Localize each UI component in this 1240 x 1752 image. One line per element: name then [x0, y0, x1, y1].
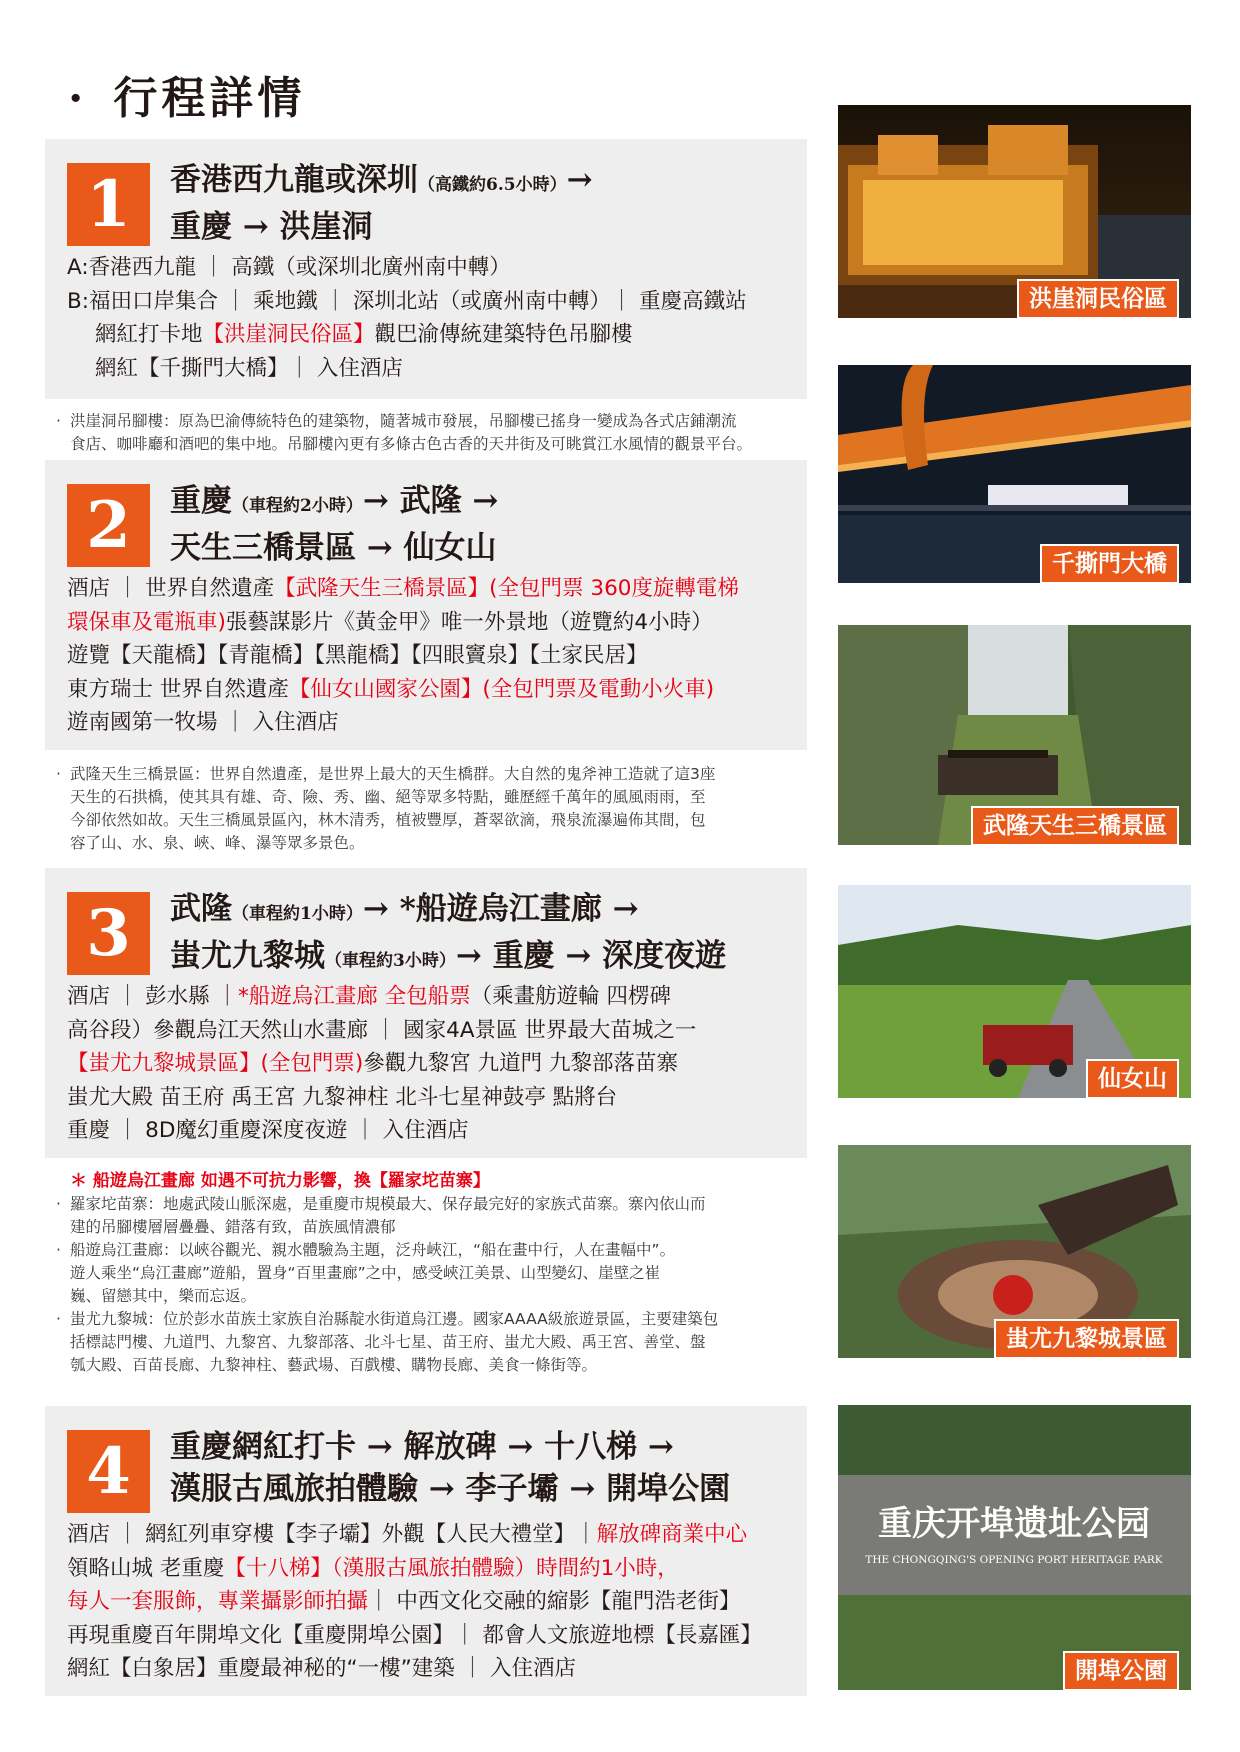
title-part: 武隆 — [170, 891, 232, 927]
highlight-text: 【仙女山國家公園】(全包門票及電動小火車) — [288, 676, 715, 702]
highlight-text: 【十八梯】（漢服古風旅拍體驗）時間約1小時， — [224, 1555, 679, 1581]
photo-hongyadong — [838, 105, 1191, 318]
note-warning: ＊ 船遊烏江畫廊 如遇不可抗力影響，換【羅家坨苗寨】 — [70, 1171, 490, 1191]
body-line: A:香港西九龍 ｜ 高鐵（或深圳北廣州南中轉） — [67, 255, 511, 280]
title-part: → *船遊烏江畫廊 → — [362, 891, 639, 927]
note-line: 巍、留戀其中，樂而忘返。 — [70, 1287, 257, 1305]
body-line: 遊南國第一牧場 ｜ 入住酒店 — [67, 710, 339, 735]
title-duration: （車程約2小時） — [232, 496, 363, 516]
day-number: 2 — [67, 484, 150, 567]
highlight-text: 每人一套服飾，專業攝影師拍攝 — [67, 1589, 369, 1614]
body-line: B:福田口岸集合 ｜ 乘地鐵 ｜ 深圳北站（或廣州南中轉）｜ 重慶高鐵站 — [67, 288, 747, 314]
note-line: 天生的石拱橋，使其具有雄、奇、險、秀、幽、絕等眾多特點，雖歷經千萬年的風風雨雨，至 — [70, 788, 706, 806]
note-line: 括標誌門樓、九道門、九黎宮、九黎部落、北斗七星、苗王府、蚩尤大殿、禹王宮、善堂、盤 — [70, 1333, 706, 1351]
title-part: 重慶 — [170, 483, 232, 519]
text: ｜ 中西文化交融的縮影【龍門浩老街】 — [368, 1589, 741, 1614]
body-line: 網紅【千撕門大橋】｜ 入住酒店 — [95, 355, 403, 381]
day-body — [67, 980, 799, 1148]
highlight-text: 解放碑商業中心 — [596, 1522, 748, 1547]
title-part: 蚩尤九黎城 — [170, 938, 325, 974]
text: 東方瑞士 世界自然遺產 — [67, 676, 289, 702]
text: 酒店 ｜ 網紅列車穿樓【李子壩】外觀【人民大禮堂】｜ — [67, 1522, 597, 1547]
title-duration: （車程約3小時） — [325, 951, 456, 971]
note-bullet: · — [56, 765, 61, 783]
note-line: 蚩尤九黎城：位於彭水苗族土家族自治縣靛水街道烏江邊。國家AAAA級旅遊景區，主要建築包 — [70, 1310, 719, 1328]
body-line: 再現重慶百年開埠文化【重慶開埠公園】｜ 都會人文旅遊地標【長嘉匯】 — [67, 1622, 762, 1648]
photo-caption: 洪崖洞民俗區 — [1017, 279, 1179, 318]
text: 觀巴渝傳統建築特色吊腳樓 — [374, 322, 633, 347]
body-line — [67, 1518, 799, 1552]
text: 酒店 ｜ 彭水縣 ｜ — [67, 984, 239, 1009]
title-part: 香港西九龍或深圳 — [170, 162, 418, 198]
note-line: 瓠大殿、百苗長廊、九黎神柱、藝武場、百戲樓、購物長廊、美食一條街等。 — [70, 1356, 598, 1374]
body-line — [67, 318, 799, 352]
day-title — [170, 480, 800, 569]
title-line-2: 漢服古風旅拍體驗 → 李子壩 → 開埠公園 — [170, 1471, 731, 1507]
day-body — [67, 1518, 799, 1686]
photo-kaibu-park — [838, 1405, 1191, 1690]
text: 參觀九黎宮 九道門 九黎部落苗寨 — [363, 1051, 678, 1076]
photo-caption: 千撕門大橋 — [1040, 544, 1179, 583]
title-duration: （高鐵約6.5小時） — [418, 175, 567, 195]
day-body — [67, 572, 799, 740]
kaibu-park-illustration — [838, 1405, 1191, 1690]
note-3 — [56, 1170, 808, 1377]
note-line: 容了山、水、泉、峽、峰、瀑等眾多景色。 — [70, 834, 365, 852]
note-line: 船遊烏江畫廊：以峽谷觀光、親水體驗為主題，泛舟峽江，“船在畫中行，人在畫幅中”。 — [70, 1241, 676, 1259]
day-number: 4 — [67, 1430, 150, 1513]
highlight-text: 【洪崖洞民俗區】 — [202, 322, 375, 347]
day-body — [67, 251, 799, 385]
note-2 — [56, 763, 808, 855]
highlight-text: 環保車及電瓶車) — [67, 609, 226, 635]
note-line: 食店、咖啡廳和酒吧的集中地。吊腳樓內更有多條古色古香的天井街及可眺賞江水風情的觀景平台。 — [70, 435, 753, 453]
text: 張藝謀影片《黃金甲》唯一外景地（遊覽約4小時） — [225, 609, 713, 635]
photo-xiannushan — [838, 885, 1191, 1098]
day-1-box — [45, 139, 807, 399]
text: 領略山城 老重慶 — [67, 1555, 225, 1581]
note-line: 今卻依然如故。天生三橋風景區內，林木清秀，植被豐厚，蒼翠欲滴，飛泉流瀑遍佈其間，包 — [70, 811, 706, 829]
body-line — [67, 1585, 799, 1619]
note-line: 武隆天生三橋景區：世界自然遺產，是世界上最大的天生橋群。大自然的鬼斧神工造就了這3座 — [70, 765, 716, 783]
heading-bullet: · — [68, 73, 88, 124]
photo-caption: 仙女山 — [1086, 1059, 1179, 1098]
photo-caption: 武隆天生三橋景區 — [971, 806, 1179, 845]
body-line: 網紅【白象居】重慶最神秘的“一樓”建築 ｜ 入住酒店 — [67, 1656, 576, 1681]
note-bullet: · — [56, 1310, 61, 1328]
text: 網紅打卡地 — [95, 322, 203, 347]
day-2-box — [45, 460, 807, 750]
body-line — [67, 606, 799, 640]
note-bullet: · — [56, 412, 61, 430]
body-line: 高谷段）參觀烏江天然山水畫廊 ｜ 國家4A景區 世界最大苗城之一 — [67, 1017, 697, 1043]
title-line-2: 重慶 → 洪崖洞 — [170, 209, 373, 245]
title-line-1: 重慶網紅打卡 → 解放碑 → 十八梯 → — [170, 1429, 674, 1465]
body-line: 遊覽【天龍橋】【青龍橋】【黑龍橋】【四眼竇泉】【土家民居】 — [67, 643, 648, 668]
highlight-text: 【武隆天生三橋景區】(全包門票 360度旋轉電梯 — [274, 576, 739, 601]
note-line: 建的吊腳樓層層疊疊、錯落有致，苗族風情濃郁 — [70, 1218, 396, 1236]
highlight-text: *船遊烏江畫廊 全包船票 — [238, 984, 471, 1009]
page-heading — [68, 62, 305, 126]
title-line-2: 天生三橋景區 → 仙女山 — [170, 530, 497, 566]
park-sign-text-en: THE CHONGQING'S OPENING PORT HERITAGE PARK — [865, 1554, 1163, 1566]
day-title — [170, 159, 800, 248]
body-line — [67, 1552, 799, 1586]
heading-text: 行程詳情 — [113, 73, 306, 124]
day-number: 1 — [67, 163, 150, 246]
text: 酒店 ｜ 世界自然遺產 — [67, 576, 275, 601]
body-line — [67, 1047, 799, 1081]
title-part: → 重慶 → 深度夜遊 — [455, 938, 727, 974]
title-part: → — [566, 162, 593, 198]
day-title — [170, 888, 800, 982]
photo-qiansimen-bridge — [838, 365, 1191, 583]
park-sign-text: 重庆开埠遗址公园 — [878, 1504, 1150, 1544]
highlight-text: 【蚩尤九黎城景區】(全包門票) — [67, 1051, 364, 1076]
note-line: 羅家坨苗寨：地處武陵山脈深處，是重慶市規模最大、保存最完好的家族式苗寨。寨內依山而 — [70, 1195, 706, 1213]
body-line: 重慶 ｜ 8D魔幻重慶深度夜遊 ｜ 入住酒店 — [67, 1118, 469, 1143]
note-1 — [56, 410, 808, 456]
photo-chiyou-jiulicheng — [838, 1145, 1191, 1358]
day-title — [170, 1426, 800, 1510]
body-line: 蚩尤大殿 苗王府 禹王宮 九黎神柱 北斗七星神鼓亭 點將台 — [67, 1084, 618, 1110]
body-line — [67, 980, 799, 1014]
photo-caption: 開埠公園 — [1063, 1651, 1179, 1690]
note-line: 遊人乘坐“烏江畫廊”遊船，置身“百里畫廊”之中，感受峽江美景、山型變幻、崖壁之崔 — [70, 1264, 661, 1282]
day-3-box — [45, 868, 807, 1158]
note-bullet: · — [56, 1241, 61, 1259]
day-number: 3 — [67, 892, 150, 975]
text: （乘畫舫遊輪 四楞碑 — [470, 984, 671, 1009]
body-line — [67, 572, 799, 606]
title-part: → 武隆 → — [362, 483, 499, 519]
photo-wulong-three-bridges — [838, 625, 1191, 845]
photo-caption: 蚩尤九黎城景區 — [994, 1319, 1179, 1358]
title-duration: （車程約1小時） — [232, 904, 363, 924]
note-line: 洪崖洞吊腳樓：原為巴渝傳統特色的建築物，隨著城市發展，吊腳樓已搖身一變成為各式店鋪潮流 — [70, 412, 737, 430]
note-bullet: · — [56, 1195, 61, 1213]
body-line — [67, 673, 799, 707]
day-4-box — [45, 1406, 807, 1696]
